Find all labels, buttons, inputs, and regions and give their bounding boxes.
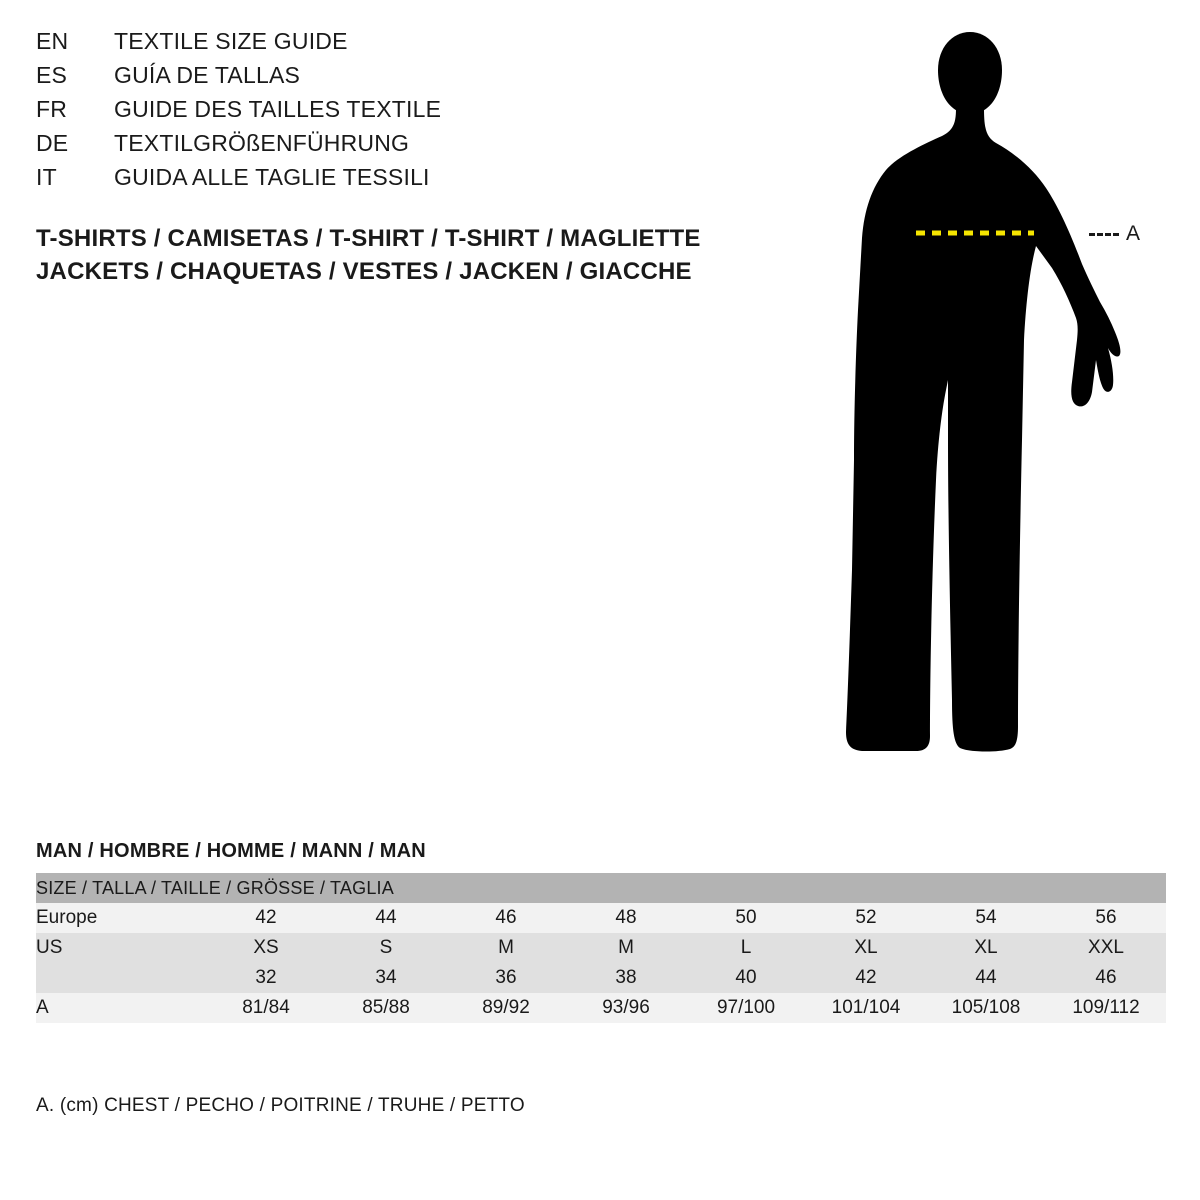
cell-europe-3: 48 [566, 903, 686, 933]
cell-numeric-6: 44 [926, 963, 1046, 993]
cell-europe-7: 56 [1046, 903, 1166, 933]
cell-a-4: 97/100 [686, 993, 806, 1023]
cell-us-0: XS [206, 933, 326, 963]
language-code-es: ES [36, 62, 68, 88]
cell-a-0: 81/84 [206, 993, 326, 1023]
cell-a-6: 105/108 [926, 993, 1046, 1023]
category-line-tshirts: T-SHIRTS / CAMISETAS / T-SHIRT / T-SHIRT / MAGLIETTE [36, 225, 701, 252]
row-label-us: US [36, 933, 206, 963]
cell-numeric-4: 40 [686, 963, 806, 993]
cell-numeric-5: 42 [806, 963, 926, 993]
measure-pointer-dash [1089, 233, 1119, 236]
language-title-block [36, 28, 736, 198]
cell-us-1: S [326, 933, 446, 963]
silhouette-shape [846, 32, 1120, 752]
cell-europe-2: 46 [446, 903, 566, 933]
language-text-fr: GUIDE DES TAILLES TEXTILE [114, 96, 442, 122]
footnote-chest: A. (cm) CHEST / PECHO / POITRINE / TRUHE / PETTO [36, 1095, 525, 1116]
language-row-de [36, 130, 736, 164]
cell-europe-4: 50 [686, 903, 806, 933]
category-line-jackets: JACKETS / CHAQUETAS / VESTES / JACKEN / GIACCHE [36, 258, 692, 285]
measure-label-a: A [1126, 222, 1141, 245]
language-code-en: EN [36, 28, 69, 54]
cell-europe-0: 42 [206, 903, 326, 933]
cell-europe-5: 52 [806, 903, 926, 933]
cell-europe-1: 44 [326, 903, 446, 933]
table-header-label: SIZE / TALLA / TAILLE / GRÖSSE / TAGLIA [36, 873, 1166, 903]
table-row [36, 903, 1166, 933]
language-code-it: IT [36, 164, 57, 190]
cell-us-2: M [446, 933, 566, 963]
row-label-a: A [36, 993, 206, 1023]
male-silhouette-figure [820, 10, 1190, 800]
language-code-de: DE [36, 130, 69, 156]
cell-numeric-0: 32 [206, 963, 326, 993]
cell-numeric-7: 46 [1046, 963, 1166, 993]
cell-numeric-2: 36 [446, 963, 566, 993]
language-text-es: GUÍA DE TALLAS [114, 62, 301, 88]
cell-us-5: XL [806, 933, 926, 963]
language-row-fr [36, 96, 736, 130]
cell-us-3: M [566, 933, 686, 963]
language-text-it: GUIDA ALLE TAGLIE TESSILI [114, 164, 430, 190]
size-table-section [36, 840, 1166, 1023]
table-row [36, 963, 1166, 993]
cell-europe-6: 54 [926, 903, 1046, 933]
row-label-numeric [36, 963, 206, 993]
language-code-fr: FR [36, 96, 68, 122]
cell-a-5: 101/104 [806, 993, 926, 1023]
cell-a-2: 89/92 [446, 993, 566, 1023]
language-row-es [36, 62, 736, 96]
cell-a-3: 93/96 [566, 993, 686, 1023]
cell-numeric-3: 38 [566, 963, 686, 993]
size-table [36, 873, 1166, 1023]
cell-a-1: 85/88 [326, 993, 446, 1023]
table-row [36, 933, 1166, 963]
row-label-europe: Europe [36, 903, 206, 933]
language-text-en: TEXTILE SIZE GUIDE [114, 28, 348, 54]
table-header-row [36, 873, 1166, 903]
table-caption-man: MAN / HOMBRE / HOMME / MANN / MAN [36, 840, 426, 862]
language-text-de: TEXTILGRÖßENFÜHRUNG [114, 130, 410, 156]
table-row [36, 993, 1166, 1023]
cell-numeric-1: 34 [326, 963, 446, 993]
cell-us-7: XXL [1046, 933, 1166, 963]
cell-us-6: XL [926, 933, 1046, 963]
cell-us-4: L [686, 933, 806, 963]
cell-a-7: 109/112 [1046, 993, 1166, 1023]
category-block [36, 222, 796, 288]
language-row-en [36, 28, 736, 62]
language-row-it [36, 164, 736, 198]
